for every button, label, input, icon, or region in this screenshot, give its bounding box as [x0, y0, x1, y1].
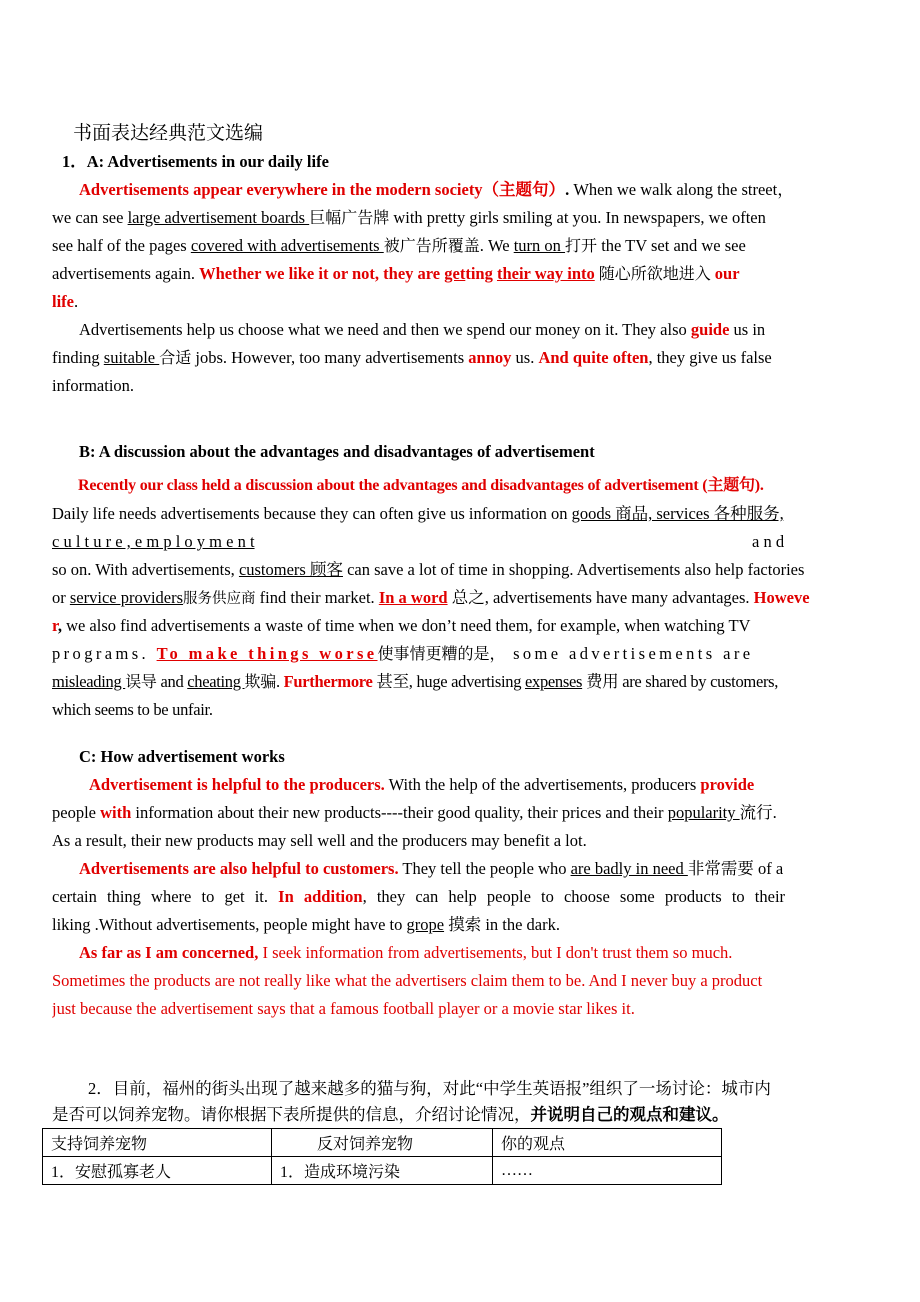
- section-a-heading: 1．A: Advertisements in our daily life: [62, 152, 329, 171]
- paragraph-line: certain thing where to get it. In addition, they can help people to choose some products to their: [52, 887, 786, 906]
- paragraph-line: finding suitable 合适 jobs. However, too many advertisements annoy us. And quite often, they give us false: [52, 348, 772, 367]
- table-row: [43, 1157, 722, 1185]
- question-2-line: 2．目前，福州的街头出现了越来越多的猫与狗，对此“中学生英语报”组织了一场讨论：城市内: [88, 1079, 771, 1098]
- paragraph-line: Advertisements appear everywhere in the modern society（主题句）. When we walk along the street，: [79, 180, 794, 199]
- paragraph-line: Sometimes the products are not really like what the advertisers claim them to be. And I never buy a product: [52, 971, 763, 990]
- paragraph-line: misleading 误导 and cheating 欺骗. Furthermore 甚至, huge advertising expenses 费用 are shared by customers,: [52, 672, 779, 691]
- paragraph-line: see half of the pages covered with advertisements 被广告所覆盖. We turn on 打开 the TV set and we see: [52, 236, 746, 255]
- table-header-cell: 反对饲养宠物: [272, 1129, 493, 1157]
- paragraph-line: life.: [52, 292, 79, 311]
- topic-sentence: Recently our class held a discussion about the advantages and disadvantages of advertisement (主题句).: [78, 477, 764, 494]
- table-header-cell: 你的观点: [493, 1129, 722, 1157]
- table-header-row: [43, 1129, 722, 1157]
- paragraph-line: programs. To make things worse使事情更糟的是， some advertisements are: [52, 644, 754, 663]
- paragraph-line: r, we also find advertisements a waste of time when we don’t need them, for example, when watching TV: [52, 616, 751, 635]
- opinion-table: [42, 1128, 722, 1185]
- paragraph-line: c u l t u r e , e m p l o y m e n t a n d: [52, 532, 785, 551]
- paragraph-line: Daily life needs advertisements because they can often give us information on goods 商品, services 各种服务,: [52, 504, 784, 523]
- paragraph-line: Advertisements help us choose what we need and then we spend our money on it. They also guide us in: [79, 320, 766, 339]
- question-2-line: 是否可以饲养宠物。请你根据下表所提供的信息，介绍讨论情况，并说明自己的观点和建议。: [52, 1105, 729, 1124]
- paragraph-line: information.: [52, 376, 135, 395]
- paragraph-line: we can see large advertisement boards 巨幅广告牌 with pretty girls smiling at you. In newspapers, we often: [52, 208, 766, 227]
- table-cell: ……: [493, 1157, 722, 1185]
- section-b-heading: B: A discussion about the advantages and disadvantages of advertisement: [79, 442, 595, 461]
- section-c-heading: C: How advertisement works: [79, 747, 285, 766]
- paragraph-line: so on. With advertisements, customers 顾客 can save a lot of time in shopping. Advertisements also help factories: [52, 560, 805, 579]
- paragraph-line: As a result, their new products may sell well and the producers may benefit a lot.: [52, 831, 587, 850]
- table-header-cell: 支持饲养宠物: [43, 1129, 272, 1157]
- paragraph-line: As far as I am concerned, I seek information from advertisements, but I don't trust them so much.: [79, 943, 733, 962]
- paragraph-line: Advertisement is helpful to the producers. With the help of the advertisements, producers provide: [89, 775, 755, 794]
- paragraph-line: just because the advertisement says that a famous football player or a movie star likes it.: [52, 999, 635, 1018]
- table-cell: 1．安慰孤寡老人: [43, 1157, 272, 1185]
- table-cell: 1．造成环境污染: [272, 1157, 493, 1185]
- paragraph-line: liking .Without advertisements, people might have to grope 摸索 in the dark.: [52, 915, 560, 934]
- document-title: 书面表达经典范文选编: [73, 123, 264, 144]
- paragraph-line: or service providers服务供应商 find their market. In a word 总之, advertisements have many advantages. Howeve: [52, 588, 810, 607]
- paragraph-line: Advertisements are also helpful to customers. They tell the people who are badly in need 非常需要 of a: [79, 859, 784, 878]
- paragraph-line: which seems to be unfair.: [52, 700, 213, 719]
- paragraph-line: advertisements again. Whether we like it or not, they are getting their way into 随心所欲地进入 our: [52, 264, 740, 283]
- paragraph-line: people with information about their new products----their good quality, their prices and their popularity 流行.: [52, 803, 777, 822]
